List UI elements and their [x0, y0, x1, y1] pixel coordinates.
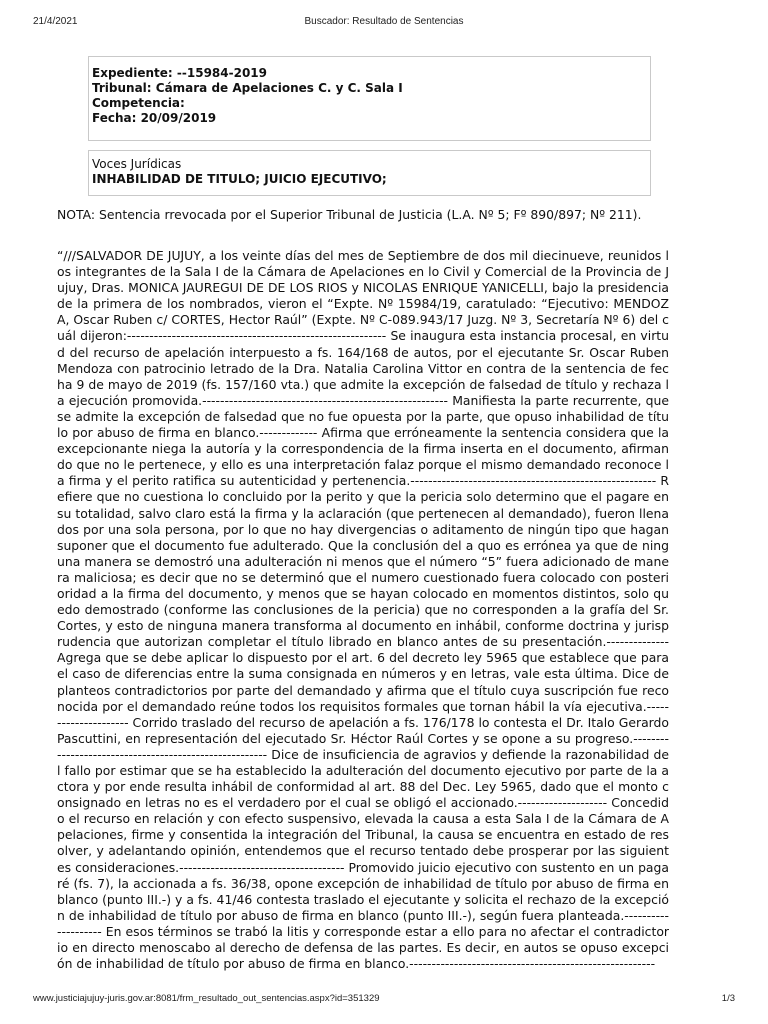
- page-url: www.justiciajujuy-juris.gov.ar:8081/frm_resultado_out_sentencias.aspx?id=351329: [33, 993, 380, 1004]
- print-header: [0, 16, 768, 30]
- sentencia-body: “///SALVADOR DE JUJUY, a los veinte días del mes de Septiembre de dos mil diecinueve, reunidos los integrantes de la Sala I de la Cámara de Apelaciones en lo Civil y Comercial de la Provincia de Jujuy, Dras. MONICA JAUREGUI DE DE LOS RIOS y NICOLAS ENRIQUE YANICELLI, bajo la presidencia de la primera de los nombrados, vieron el “Expte. Nº 15984/19, caratulado: “Ejecutivo: MENDOZA, Oscar Ruben c/ CORTES, Hector Raúl” (Expte. Nº C-089.943/17 Juzg. Nº 3, Secretaría Nº 6) del cuál dijeron:---------------------------------------------------------- Se inaugura esta instancia procesal, en virtud del recurso de apelación interpuesto a fs. 164/168 de autos, por el ejecutante Sr. Oscar Ruben Mendoza con patrocinio letrado de la Dra. Natalia Carolina Vittor en contra de la sentencia de fecha 9 de mayo de 2019 (fs. 157/160 vta.) que admite la excepción de falsedad de título y rechaza la ejecución promovida.------------------------------------------------------- Manifiesta la parte recurrente, que se admite la excepción de falsedad que no fue opuesta por la parte, que opuso inhabilidad de título por abuso de firma en blanco.------------- Afirma que erróneamente la sentencia considera que la excepcionante niega la autoría y la correspondencia de la firma inserta en el documento, afirmando que no le pertenece, y ello es una interpretación falaz porque el mismo demandado reconoce la firma y el perito ratifica su autenticidad y pertenencia.------------------------------------------------------- Refiere que no cuestiona lo concluido por la perito y que la pericia solo determino que el pagare en su totalidad, salvo claro está la firma y la aclaración (que pertenecen al demandado), fueron llenados por una sola persona, por lo que no hay divergencias o aditamento de ningún tipo que hagan suponer que el documento fue adulterado. Que la conclusión del a quo es errónea ya que de ninguna manera se demostró una adulteración ni menos que el número “5” fuera adicionado de manera maliciosa; es decir que no se determinó que el numero cuestionado fuera colocado con posterioridad a la firma del documento, y menos que se hayan colocado en momentos distintos, solo quedo demostrado (conforme las conclusiones de la pericia) que no corresponden a la grafía del Sr. Cortes, y esto de ninguna manera transforma al documento en inhábil, conforme doctrina y jurisprudencia que autorizan completar el título librado en blanco antes de su presentación.-------------- Agrega que se debe aplicar lo dispuesto por el art. 6 del decreto ley 5965 que establece que para el caso de diferencias entre la suma consignada en números y en letras, vale esta última. Dice de planteos contradictorios por parte del demandado y afirma que el título cuya suscripción fue reconocida por el demandado reúne todos los requisitos formales que tornan hábil la vía ejecutiva.--------------------- Corrido traslado del recurso de apelación a fs. 176/178 lo contesta el Dr. Italo Gerardo Pascuttini, en representación del ejecutado Sr. Héctor Raúl Cortes y se opone a su progreso.------------------------------------------------------- Dice de insuficiencia de agravios y defiende la razonabilidad del fallo por estimar que se ha establecido la adulteración del documento ejecutivo por parte de la actora y por ende resulta inhábil de conformidad al art. 88 del Dec. Ley 5965, dado que el monto consignado en letras no es el verdadero por el cual se obligó el accionado.-------------------- Concedido el recurso en relación y con efecto suspensivo, elevada la causa a esta Sala I de la Cámara de Apelaciones, firme y consentida la integración del Tribunal, la causa se encuentra en estado de resolver, y adelantando opinión, entendemos que el recurso tentado debe prosperar por las siguientes consideraciones.------------------------------------- Promovido juicio ejecutivo con sustento en un pagaré (fs. 7), la accionada a fs. 36/38, opone excepción de inhabilidad de título por abuso de firma en blanco (punto III.-) y a fs. 41/46 contesta traslado el ejecutante y solicita el rechazo de la excepción de inhabilidad de título por abuso de firma en blanco (punto III.-), según fuera planteada.-------------------- En esos términos se trabó la litis y corresponde estar a ello para no afectar el contradictorio en directo menoscabo al derecho de defensa de las partes. Es decir, en autos se opuso excepción de inhabilidad de título por abuso de firma en blanco.-------------------------------------------------------: [57, 248, 669, 972]
- voces-label: Voces Jurídicas: [92, 157, 182, 171]
- voces-value: INHABILIDAD DE TITULO; JUICIO EJECUTIVO;: [92, 172, 387, 186]
- nota-paragraph: NOTA: Sentencia rrevocada por el Superior Tribunal de Justicia (L.A. Nº 5; Fº 890/897; Nº 211).: [57, 207, 642, 222]
- tribunal-line: Tribunal: Cámara de Apelaciones C. y C. Sala I: [92, 81, 403, 95]
- case-info-box: [88, 56, 651, 141]
- page-number: 1/3: [721, 993, 735, 1004]
- print-date: 21/4/2021: [33, 16, 78, 27]
- competencia-line: Competencia:: [92, 96, 185, 110]
- print-page-title: Buscador: Resultado de Sentencias: [304, 16, 464, 27]
- fecha-line: Fecha: 20/09/2019: [92, 111, 217, 125]
- expediente-line: Expediente: --15984-2019: [92, 66, 267, 80]
- voces-juridicas-box: [88, 150, 651, 196]
- print-footer: [0, 993, 768, 1007]
